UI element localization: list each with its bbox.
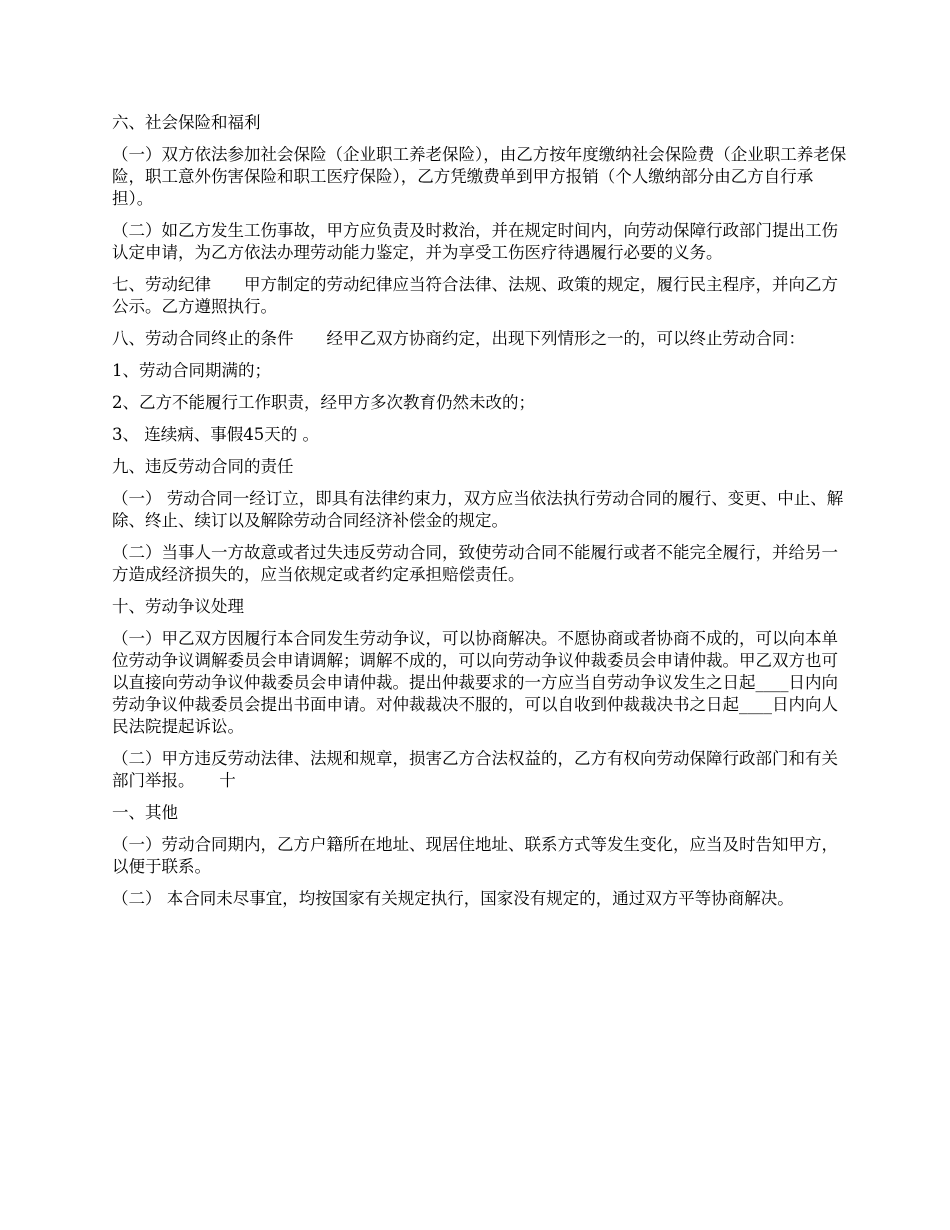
paragraph-other-2: （二） 本合同未尽事宜，均按国家有关规定执行，国家没有规定的，通过双方平等协商解决。 <box>112 889 794 908</box>
paragraph-breach-liability-1: （一） 劳动合同一经订立，即具有法律约束力，双方应当依法执行劳动合同的履行、变更、中止、解除、终止、续订以及解除劳动合同经济补偿金的规定。 <box>112 489 844 530</box>
document-page <box>112 112 852 920</box>
paragraph-labor-discipline: 七、劳动纪律 甲方制定的劳动纪律应当符合法律、法规、政策的规定，履行民主程序，并向乙方公示。乙方遵照执行。 <box>112 275 838 316</box>
list-item-termination-2: 2、乙方不能履行工作职责，经甲方多次教育仍然未改的； <box>112 393 535 412</box>
paragraph-dispute-resolution-1: （一）甲乙双方因履行本合同发生劳动争议，可以协商解决。不愿协商或者协商不成的，可以向本单位劳动争议调解委员会申请调解；调解不成的，可以向劳动争议仲裁委员会申请仲裁。甲乙双方也可以直接向劳动争议仲裁委员会申请仲裁。提出仲裁要求的一方应当自劳动争议发生之日起____日内向劳动争议仲裁委员会提出书面申请。对仲裁裁决不服的，可以自收到仲裁裁决书之日起____日内向人民法院提起诉讼。 <box>112 629 838 736</box>
heading-breach-liability: 九、违反劳动合同的责任 <box>112 457 294 476</box>
list-item-termination-1: 1、劳动合同期满的； <box>112 361 271 380</box>
paragraph-dispute-resolution-2: （二）甲方违反劳动法律、法规和规章，损害乙方合法权益的，乙方有权向劳动保障行政部门和有关部门举报。 十 <box>112 749 838 790</box>
paragraph-social-insurance-1: （一）双方依法参加社会保险（企业职工养老保险），由乙方按年度缴纳社会保险费（企业职工养老保险，职工意外伤害保险和职工医疗保险），乙方凭缴费单到甲方报销（个人缴纳部分由乙方自行承担）。 <box>112 145 847 208</box>
heading-dispute-resolution: 十、劳动争议处理 <box>112 597 244 616</box>
heading-other: 一、其他 <box>112 803 178 822</box>
paragraph-termination-conditions: 八、劳动合同终止的条件 经甲乙双方协商约定，出现下列情形之一的，可以终止劳动合同： <box>112 329 805 348</box>
paragraph-social-insurance-2: （二）如乙方发生工伤事故，甲方应负责及时救治，并在规定时间内，向劳动保障行政部门提出工伤认定申请，为乙方依法办理劳动能力鉴定，并为享受工伤医疗待遇履行必要的义务。 <box>112 221 838 262</box>
paragraph-other-1: （一）劳动合同期内，乙方户籍所在地址、现居住地址、联系方式等发生变化，应当及时告知甲方，以便于联系。 <box>112 835 838 876</box>
heading-social-insurance: 六、社会保险和福利 <box>112 113 261 132</box>
paragraph-breach-liability-2: （二）当事人一方故意或者过失违反劳动合同，致使劳动合同不能履行或者不能完全履行，并给另一方造成经济损失的，应当依规定或者约定承担赔偿责任。 <box>112 543 838 584</box>
list-item-termination-3: 3、 连续病、事假45天的 。 <box>112 425 319 444</box>
